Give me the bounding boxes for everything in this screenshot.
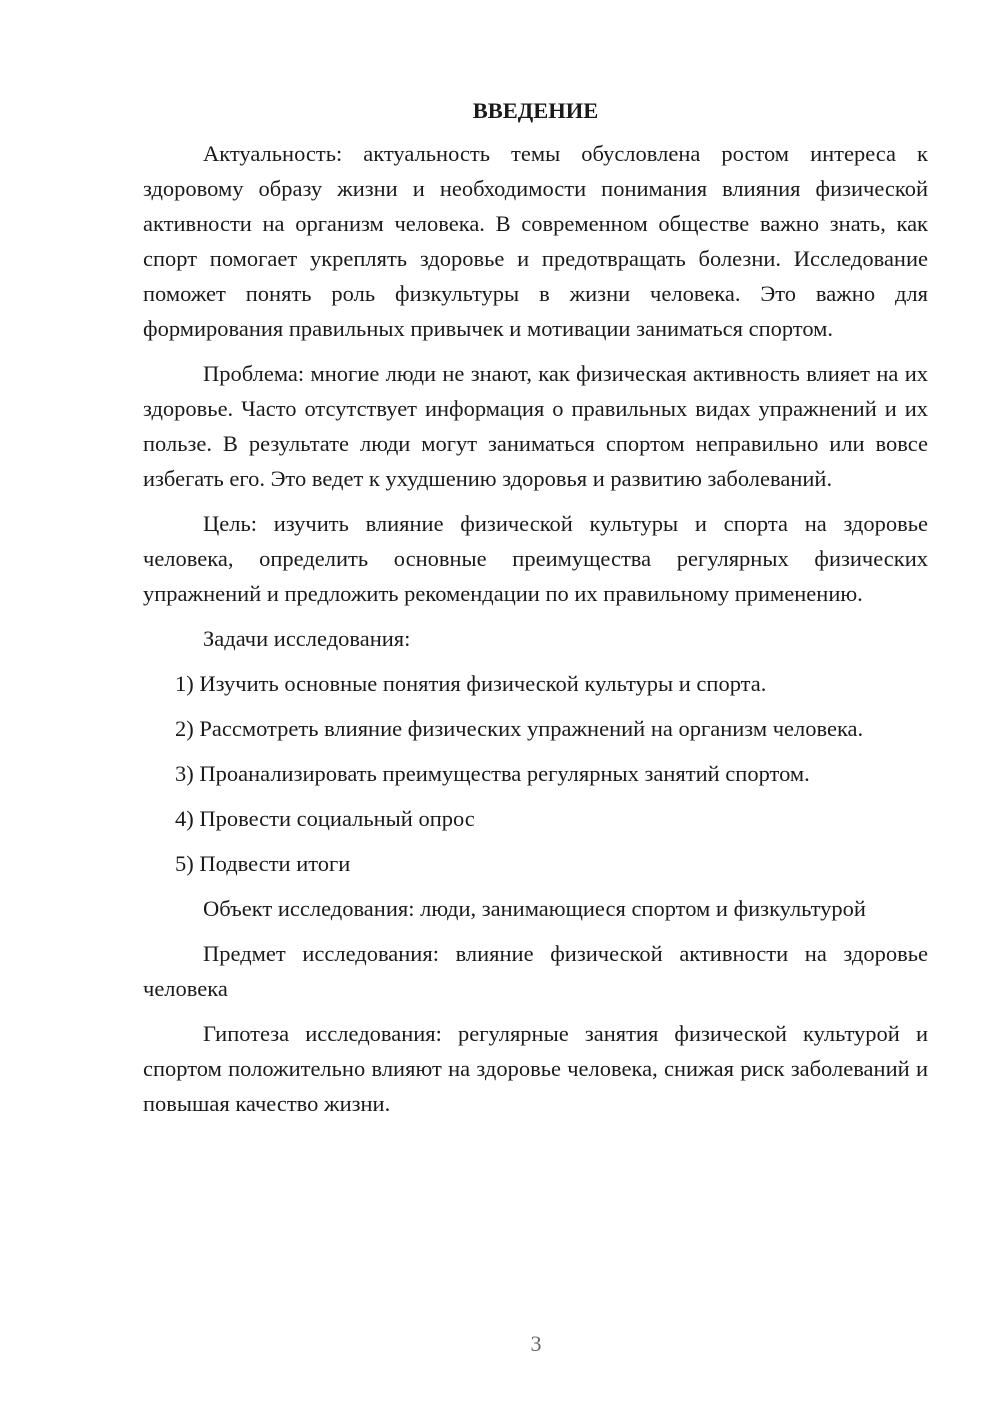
paragraph-hypothesis: Гипотеза исследования: регулярные занятия физической культурой и спортом положительно влияют на здоровье человека, снижая риск заболеваний и повышая качество жизни. bbox=[143, 1021, 928, 1116]
paragraph-relevance: Актуальность: актуальность темы обусловлена ростом интереса к здоровому образу жизни и необходимости понимания влияния физической активности на организм человека. В современном обществе важно знать, как спорт помогает укреплять здоровье и предотвращать болезни. Исследование поможет понять роль физкультуры в жизни человека. Это важно для формирования правильных привычек и мотивации заниматься спортом. bbox=[143, 141, 928, 341]
paragraph-object: Объект исследования: люди, занимающиеся спортом и физкультурой bbox=[203, 896, 866, 921]
task-item-3: 3) Проанализировать преимущества регулярных занятий спортом. bbox=[175, 761, 810, 786]
task-item-5: 5) Подвести итоги bbox=[175, 851, 351, 876]
task-item-1: 1) Изучить основные понятия физической культуры и спорта. bbox=[175, 671, 767, 696]
paragraph-subject: Предмет исследования: влияние физической активности на здоровье человека bbox=[143, 941, 928, 1001]
task-item-4: 4) Провести социальный опрос bbox=[175, 806, 475, 831]
page-title: ВВЕДЕНИЕ bbox=[472, 98, 599, 123]
task-item-2: 2) Рассмотреть влияние физических упражнений на организм человека. bbox=[175, 716, 864, 741]
document-page bbox=[143, 96, 928, 1131]
paragraph-problem: Проблема: многие люди не знают, как физическая активность влияет на их здоровье. Часто отсутствует информация о правильных видах упражнений и их пользе. В результате люди могут заниматься спортом неправильно или вовсе избегать его. Это ведет к ухудшению здоровья и развитию заболеваний. bbox=[143, 361, 928, 491]
tasks-heading: Задачи исследования: bbox=[203, 626, 411, 651]
page-number: 3 bbox=[530, 1331, 542, 1356]
paragraph-goal: Цель: изучить влияние физической культуры и спорта на здоровье человека, определить основные преимущества регулярных физических упражнений и предложить рекомендации по их правильному применению. bbox=[143, 511, 928, 606]
